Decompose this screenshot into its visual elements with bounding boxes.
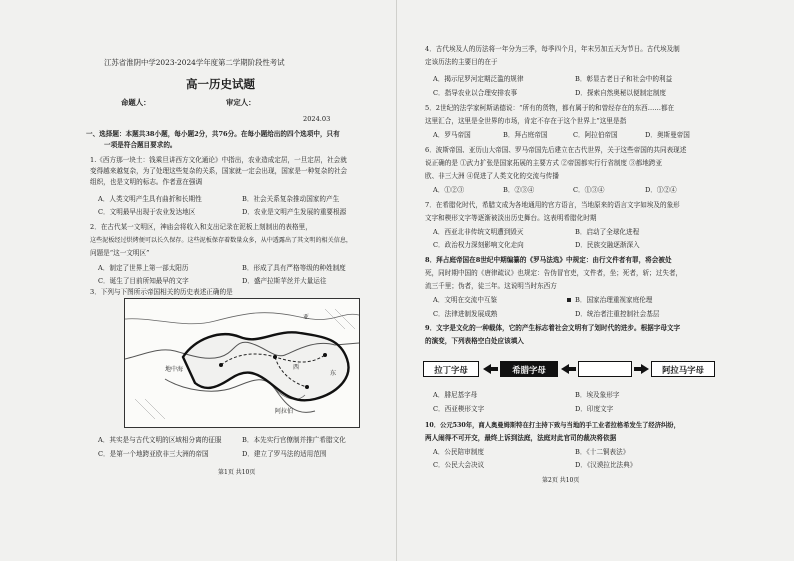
arrow-shaft xyxy=(568,367,576,371)
q10-option-d[interactable]: D．《汉谟拉比法典》 xyxy=(575,461,637,469)
q6-option-d[interactable]: D．①②④ xyxy=(645,186,677,194)
q5-option-a[interactable]: A．罗马帝国 xyxy=(433,131,471,139)
flow-box-latin: 拉丁字母 xyxy=(423,361,479,377)
q8-stem-2: 死，同时期中国的《唐律疏议》也规定：告伪冒官吏，文件者，坐；死者，斩；过失者， xyxy=(425,269,683,277)
exam-page-right xyxy=(397,0,794,561)
q5-option-b[interactable]: B．拜占庭帝国 xyxy=(503,131,548,139)
q2-option-a[interactable]: A．制定了世界上第一部太阳历 xyxy=(98,264,189,272)
reviewer-label: 审定人： xyxy=(226,98,256,107)
q8-option-c[interactable]: C．法律进制发展成熟 xyxy=(433,310,498,318)
flow-box-blank[interactable] xyxy=(578,361,632,377)
q10-stem-2: 两人闹得不可开交，最终上诉到法庭，法庭对此官司的裁决将依据 xyxy=(425,434,617,442)
q6-option-b[interactable]: B．②③④ xyxy=(503,186,535,194)
map-label-east: 东 xyxy=(330,370,337,377)
map-label-med: 地中海 xyxy=(165,366,184,373)
q2-option-d[interactable]: D．盛产拉斯苹丝并大量运往 xyxy=(242,277,327,285)
q9-option-d[interactable]: D．印度文字 xyxy=(575,405,614,413)
q4-option-a[interactable]: A．揭示尼罗河定期泛滥的规律 xyxy=(433,75,524,83)
q1-option-c[interactable]: C．文明最早出现于农业发达地区 xyxy=(98,208,196,216)
q9-stem-2: 的演变，下列表格空白处应该填入 xyxy=(425,337,524,345)
q4-stem: 4．古代埃及人的历法将一年分为三季，每季四个月，年末另加五天为节日。古代埃及制 xyxy=(425,45,680,53)
q8-stem-3: 流三千里；伪者，徒三年。这说明当时东西方 xyxy=(425,282,557,290)
page-footer-left: 第1页 共10页 xyxy=(218,469,256,476)
q7-stem-2: 文字和楔形文字等逐渐被淡出历史舞台。这表明希腊化时期 xyxy=(425,214,597,222)
q9-stem: 9．文字是文化的一种载体，它的产生标志着社会文明有了划时代的进步。根据字母文字 xyxy=(425,324,681,332)
q9-option-c[interactable]: C．西亚楔形文字 xyxy=(433,405,485,413)
flow-box-greek: 希腊字母 xyxy=(500,361,558,377)
q1-option-d[interactable]: D．农业是文明产生发展的重要根源 xyxy=(242,208,347,216)
q4-option-d[interactable]: D．探索自然奥秘以便制定制度 xyxy=(575,89,667,97)
q6-stem-2: 说正确的是 ①武力扩张是国家拓展的主要方式 ②帝国都实行行省制度 ③都地跨亚 xyxy=(425,159,663,167)
q3-option-c[interactable]: C．是第一个地跨亚欧非三大洲的帝国 xyxy=(98,450,209,458)
q10-option-b[interactable]: B．《十二铜表法》 xyxy=(575,448,630,456)
q5-stem-2: 这里汇合，这里是全世界的市场，肯定不存在于这个世界上”这里是指 xyxy=(425,117,627,125)
q2-stem-3: 问题是“这一文明区” xyxy=(90,249,150,257)
q10-stem: 10．公元530年，商人奥曼姆斯特在打主持下致与当地的手工业者拉格希发生了经济纠纷， xyxy=(425,422,680,429)
q8-option-a[interactable]: A．文明在交流中互鉴 xyxy=(433,296,498,304)
q10-option-c[interactable]: C．公民大会决议 xyxy=(433,461,485,469)
q9-option-a[interactable]: A．腓尼基字母 xyxy=(433,391,478,399)
q1-stem-3: 组织，也是文明的标志。作者意在强调 xyxy=(90,178,203,186)
q2-option-c[interactable]: C．诞生了目前所知最早的文字 xyxy=(98,277,189,285)
q4-stem-2: 定该历法的主要目的在于 xyxy=(425,58,498,66)
arrow-right-icon xyxy=(641,364,649,374)
q1-option-b[interactable]: B．社会关系复杂推动国家的产生 xyxy=(242,195,340,203)
section1-heading-cont: 一项是符合题目要求的。 xyxy=(104,141,177,149)
map-label-sea: 亚 xyxy=(303,314,310,321)
q2-stem: 2．在古代某一文明区，神庙会将收入和支出记录在泥板上刻制出的表格里， xyxy=(90,223,312,231)
exam-title: 高一历史试题 xyxy=(186,77,255,91)
q3-option-d[interactable]: D．建立了罗马法的适用范围 xyxy=(242,450,327,458)
map-graphic xyxy=(125,299,359,427)
q9-option-b[interactable]: B．埃及象形字 xyxy=(575,391,620,399)
q8-option-b[interactable]: B．国家治理重视家庭伦理 xyxy=(575,296,653,304)
q7-stem: 7．在希腊化时代，希腊文成为各地通用的官方语言，当地原来的语言文字如埃及的象形 xyxy=(425,201,680,209)
option-marker-square xyxy=(567,298,571,302)
exam-date: 2024.03 xyxy=(303,115,331,123)
arrow-shaft xyxy=(490,367,498,371)
section1-heading: 一、选择题：本题共38小题，每小题2分，共76分。在每小题给出的四个选项中，只有 xyxy=(86,130,340,138)
q10-option-a[interactable]: A．公民陪审制度 xyxy=(433,448,484,456)
q7-option-a[interactable]: A．西亚北非传统文明遭到毁灭 xyxy=(433,228,524,236)
q6-option-a[interactable]: A．①②③ xyxy=(433,186,465,194)
q4-option-b[interactable]: B．彰显古老日子和社会中的利益 xyxy=(575,75,673,83)
q4-option-c[interactable]: C．指导农业以合理安排农事 xyxy=(433,89,518,97)
q3-stem: 3．下列与下图所示帝国相关的历史表述正确的是 xyxy=(90,288,233,296)
q1-stem-2: 变得越来越复杂，为了处理这些复杂的关系，国家就一定会出现，国家是一种复杂的社会 xyxy=(90,167,348,175)
map-label-persia: 西 xyxy=(293,364,300,371)
q3-option-a[interactable]: A．其实是与古代文明的区域相分离的征服 xyxy=(98,436,222,444)
q3-option-b[interactable]: B．本先实行官僚制并推广希腊文化 xyxy=(242,436,346,444)
q5-option-c[interactable]: C．阿拉伯帝国 xyxy=(573,131,618,139)
q8-stem: 8．拜占庭帝国在8世纪中期编纂的《罗马法选》中规定：由行文件者有罪，将会被处 xyxy=(425,256,672,264)
flow-box-aramaic: 阿拉马字母 xyxy=(651,361,715,377)
q7-option-c[interactable]: C．政治权力深刻影响文化走向 xyxy=(433,241,524,249)
q7-option-b[interactable]: B．启动了全球化进程 xyxy=(575,228,640,236)
q7-option-d[interactable]: D．民族交融逐渐深入 xyxy=(575,241,640,249)
q6-option-c[interactable]: C．①③④ xyxy=(573,186,605,194)
empire-map xyxy=(124,298,360,428)
map-label-south: 阿拉伯 xyxy=(275,408,294,415)
q8-option-d[interactable]: D．统治者注重控制社会基层 xyxy=(575,310,660,318)
school-title: 江苏省淮阴中学2023-2024学年度第二学期阶段性考试 xyxy=(104,58,285,67)
q6-stem-3: 欧、非三大洲 ④促进了人类文化的交流与传播 xyxy=(425,172,559,180)
q5-stem: 5．2世纪的法学家柯斯诺德说：“所有的货物，都有属于的和曾经存在的东西……都在 xyxy=(425,104,675,112)
page-footer-right: 第2页 共10页 xyxy=(542,477,580,484)
q5-option-d[interactable]: D．奥斯曼帝国 xyxy=(645,131,690,139)
q6-stem: 6．波斯帝国、亚历山大帝国、罗马帝国先后建立在古代世界，关于这些帝国的共同表现述 xyxy=(425,146,687,154)
q1-option-a[interactable]: A．人类文明产生具有曲折和长期性 xyxy=(98,195,202,203)
author-label: 命题人： xyxy=(121,98,151,107)
q1-stem: 1.《西方那一块土：钱乘旦讲西方文化通论》中指出，农业造成定居，一旦定居，社会就 xyxy=(90,156,347,164)
q2-stem-2: 这些泥板经过烘烤便可以长久保存。这些泥板保存着数量众多，从中透露出了其文明的相关信息， xyxy=(90,237,353,244)
q2-option-b[interactable]: B．形成了具有严格等级的种姓制度 xyxy=(242,264,346,272)
